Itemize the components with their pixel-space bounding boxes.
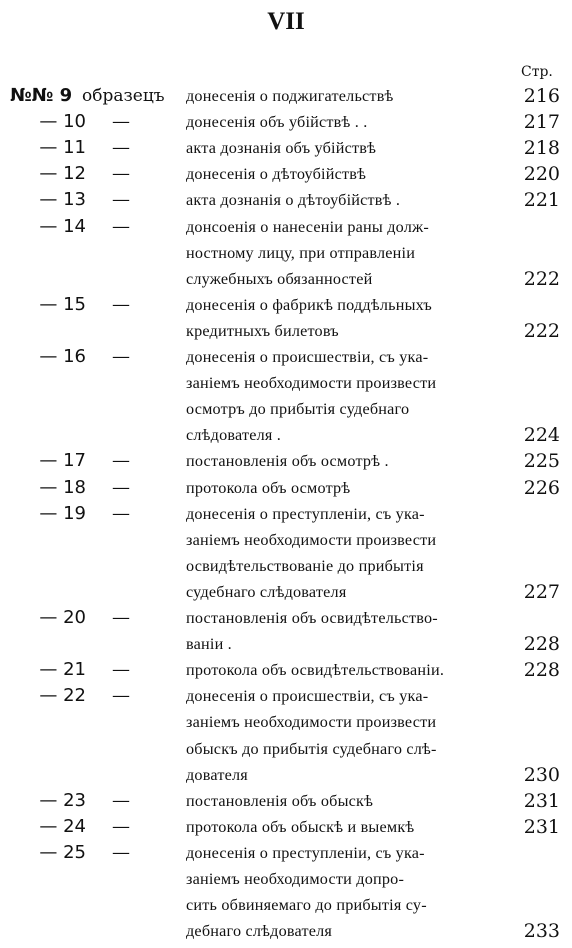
toc-entry-text: постановленія объ освидѣтельство-	[186, 609, 438, 627]
toc-row	[0, 267, 572, 293]
toc-entry-page: 227	[523, 580, 560, 603]
toc-entry-text: донесенія о дѣтоубійствѣ	[186, 165, 367, 184]
toc-row	[0, 397, 572, 423]
toc-row	[0, 528, 572, 554]
toc-entry-page: 225	[523, 450, 560, 473]
toc-entry-text: акта дознанія объ убійствѣ	[186, 139, 377, 158]
toc-entry-page: 231	[523, 789, 560, 812]
toc-entry-text: донесенія о фабрикѣ поддѣльныхъ	[186, 295, 432, 314]
toc-entry-text: заніемъ необходимости допро-	[186, 870, 405, 888]
toc-entry-type: —	[112, 476, 130, 498]
toc-entry-page: 222	[523, 267, 560, 290]
toc-entry-text: заніемъ необходимости произвести	[186, 713, 437, 732]
toc-entry-page: 224	[523, 424, 560, 447]
toc-row	[0, 162, 572, 188]
toc-row	[0, 502, 572, 528]
toc-entry-text: акта дознанія о дѣтоубійствѣ .	[186, 191, 401, 210]
toc-entry-type: образецъ	[82, 86, 165, 106]
toc-entry-type: —	[112, 137, 130, 159]
toc-row	[0, 84, 572, 110]
toc-entry-number: — 14	[39, 215, 86, 237]
toc-entry-text: донсоенія о нанесеніи раны долж-	[186, 217, 430, 236]
toc-entry-page: 226	[523, 476, 560, 499]
toc-row	[0, 815, 572, 841]
toc-row	[0, 293, 572, 319]
toc-entry-type: —	[112, 659, 130, 681]
toc-row	[0, 737, 572, 763]
toc-entry-page: 231	[523, 815, 560, 838]
toc-entry-page: 217	[523, 111, 560, 134]
toc-entry-number: №№ 9	[10, 85, 73, 106]
toc-row	[0, 423, 572, 449]
toc-entry-number: — 17	[39, 450, 86, 472]
toc-entry-number: — 18	[39, 476, 86, 498]
toc-entry-type: —	[112, 841, 130, 863]
toc-entry-text: донесенія о преступленіи, съ ука-	[186, 504, 425, 523]
toc-entry-text: осмотръ до прибытія судебнаго	[186, 400, 410, 419]
toc-entry-text: протокола объ осмотрѣ	[186, 478, 351, 497]
toc-entry-page: 228	[523, 659, 560, 682]
toc-entry-number: — 13	[39, 189, 86, 211]
toc-entry-text: донесенія о преступленіи, съ ука-	[186, 843, 425, 862]
toc-entry-page: 220	[523, 163, 560, 186]
toc-entry-number: — 22	[39, 685, 86, 707]
toc-entry-text: ностному лицу, при отправленіи	[186, 243, 416, 262]
toc-row	[0, 684, 572, 710]
toc-row	[0, 893, 572, 919]
toc-entry-page: 216	[523, 85, 560, 107]
toc-entry-text: протокола объ обыскѣ и выемкѣ	[186, 817, 415, 836]
toc-row	[0, 841, 572, 867]
toc-row	[0, 241, 572, 267]
toc-entry-text: кредитныхъ билетовъ	[186, 321, 339, 340]
toc-entry-page: 228	[523, 633, 560, 656]
toc-entry-type: —	[112, 215, 130, 237]
toc-row	[0, 476, 572, 502]
toc-entry-number: — 12	[39, 163, 86, 185]
toc-row	[0, 136, 572, 162]
page-column-label: Стр.	[521, 64, 553, 80]
toc-entry-number: — 24	[39, 815, 86, 837]
toc-row	[0, 763, 572, 789]
toc-entry-text: донесенія объ убійствѣ . .	[186, 113, 368, 132]
toc-entry-number: — 10	[39, 111, 86, 133]
toc-entry-type: —	[112, 502, 130, 524]
toc-entry-page: 233	[523, 920, 560, 943]
toc-row	[0, 319, 572, 345]
toc-entry-text: постановленія объ обыскѣ	[186, 791, 374, 810]
toc-entry-type: —	[112, 685, 130, 707]
toc-entry-text: дователя	[186, 765, 248, 784]
toc-entry-number: — 21	[39, 659, 86, 681]
toc-entry-text: донесенія о происшествіи, съ ука-	[186, 687, 429, 706]
toc-row	[0, 632, 572, 658]
toc-entry-text: судебнаго слѣдователя	[186, 582, 347, 601]
toc-row	[0, 789, 572, 815]
toc-row	[0, 580, 572, 606]
toc-row	[0, 710, 572, 736]
page-header: VII	[267, 8, 305, 35]
toc-entry-type: —	[112, 346, 130, 367]
toc-entry-number: — 20	[39, 607, 86, 628]
toc-row	[0, 215, 572, 241]
toc-entry-type: —	[112, 450, 130, 472]
toc-entry-text: заніемъ необходимости произвести	[186, 530, 437, 549]
toc-row	[0, 919, 572, 945]
toc-row	[0, 449, 572, 475]
toc-entry-page: 222	[523, 319, 560, 342]
toc-entry-text: донесенія о происшествіи, съ ука-	[186, 348, 429, 366]
toc-entry-type: —	[112, 789, 130, 811]
toc-entry-page: 230	[523, 763, 560, 786]
toc-entry-number: — 23	[39, 789, 86, 811]
toc-entry-page: 221	[523, 189, 560, 212]
toc-entry-type: —	[112, 607, 130, 628]
toc-entry-text: освидѣтельствованіе до прибытія	[186, 556, 424, 575]
toc-row	[0, 606, 572, 632]
toc-row	[0, 658, 572, 684]
toc-entry-text: сить обвиняемаго до прибытія су-	[186, 896, 427, 915]
toc-entry-text: заніемъ необходимости произвести	[186, 374, 437, 393]
toc-entry-number: — 11	[39, 137, 86, 159]
toc-entry-text: ваніи .	[186, 635, 232, 654]
toc-entry-text: протокола объ освидѣтельствованіи.	[186, 661, 445, 680]
toc-row	[0, 554, 572, 580]
toc-row	[0, 110, 572, 136]
toc-entry-type: —	[112, 293, 130, 315]
toc-entry-number: — 25	[39, 841, 86, 863]
toc-entry-number: — 19	[39, 502, 86, 524]
toc-entry-type: —	[112, 189, 130, 211]
toc-row	[0, 345, 572, 371]
toc-entry-number: — 15	[39, 293, 86, 315]
toc-entry-text: донесенія о поджигательствѣ	[186, 87, 394, 105]
toc-entry-text: обыскъ до прибытія судебнаго слѣ-	[186, 739, 437, 758]
toc-row	[0, 188, 572, 214]
toc-entry-page: 218	[523, 137, 560, 160]
toc-entry-number: — 16	[39, 346, 86, 367]
toc-entry-type: —	[112, 111, 130, 133]
toc-row	[0, 371, 572, 397]
toc-row	[0, 867, 572, 893]
toc-entry-type: —	[112, 163, 130, 185]
toc-entry-text: дебнаго слѣдователя	[186, 922, 333, 941]
toc-entry-text: слѣдователя .	[186, 426, 282, 445]
toc-entry-text: служебныхъ обязанностей	[186, 269, 373, 288]
toc-entry-type: —	[112, 815, 130, 837]
toc-entry-text: постановленія объ осмотрѣ .	[186, 452, 389, 471]
